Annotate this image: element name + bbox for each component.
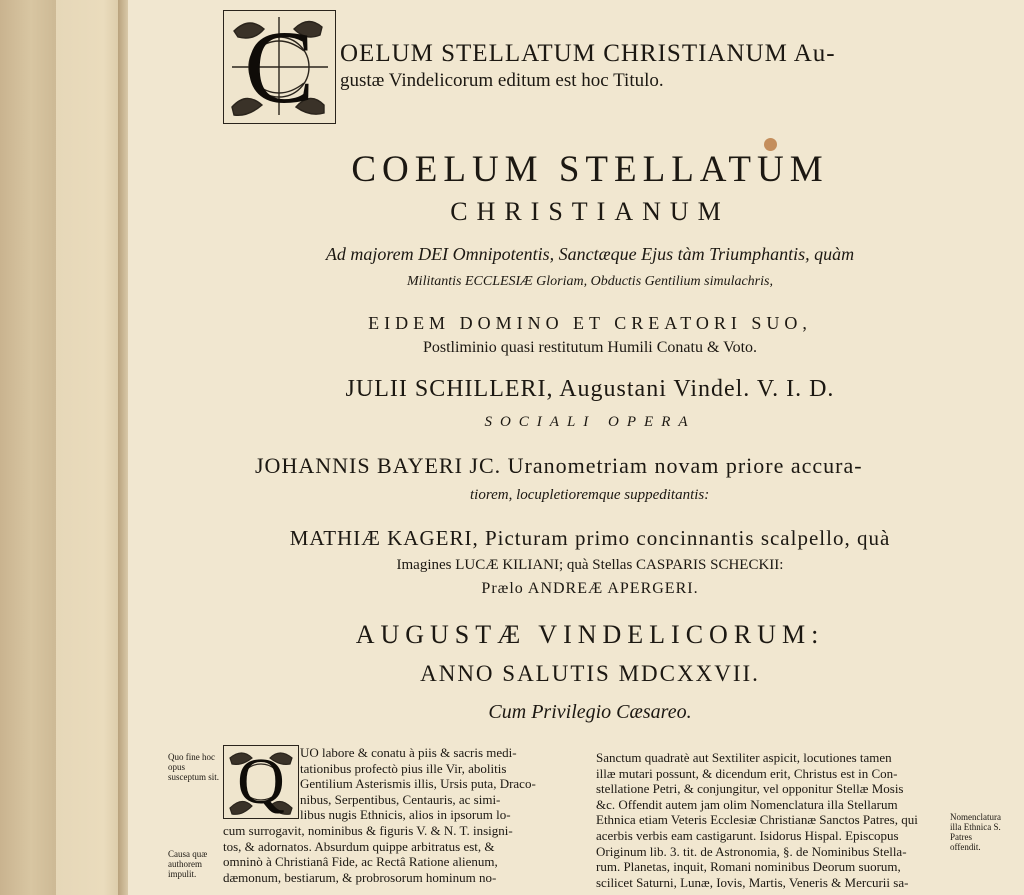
- sociali-opera: SOCIALI OPERA: [484, 414, 696, 430]
- margin-note-2: Causa quæ authorem impulit.: [168, 849, 208, 879]
- place-line: AUGUSTÆ VINDELICORUM:: [355, 620, 825, 649]
- collaborator-kager-line-1: MATHIÆ KAGERI, Picturam primo concinnantis scalpello, quà: [289, 526, 891, 550]
- margin-note-1: Quo fine hoc opus susceptum sit.: [168, 752, 219, 782]
- collaborator-bayer-line-2: tiorem, locupletioremque suppeditantis:: [470, 487, 710, 503]
- book-edge: [0, 0, 56, 895]
- margin-note-3: Nomenclatura illa Ethnica S. Patres offendit.: [950, 812, 1001, 852]
- collaborator-kager-line-2: Imagines LUCÆ KILIANI; quà Stellas CASPARIS SCHECKII:: [396, 557, 784, 573]
- collaborator-bayer-line-1: JOHANNIS BAYERI JC. Uranometriam novam priore accura-: [255, 453, 863, 478]
- page-stack-edge: [56, 0, 124, 895]
- body-column-left-bottom: [223, 823, 580, 885]
- body-line: UO labore & conatu à piis & sacris medi-: [300, 745, 517, 760]
- initial-letter-q: Q: [237, 745, 285, 818]
- title-sub: CHRISTIANUM: [450, 197, 730, 226]
- body-line: tos, & adornatos. Absurdum quippe arbitratus est, &: [223, 838, 495, 854]
- body-line: dæmonum, bestiarum, & probrosorum hominum no-: [223, 869, 497, 885]
- body-line: Sanctum quadratè aut Sextiliter aspicit, locutiones tamen: [596, 750, 892, 765]
- body-line: rum. Planetas, inquit, Romani nominibus Deorum suorum,: [596, 859, 901, 875]
- decorated-initial-c: [223, 10, 336, 124]
- dedication-line-4: Postliminio quasi restitutum Humili Conatu & Voto.: [422, 339, 758, 356]
- dedication-line-1: Ad majorem DEI Omnipotentis, Sanctæque Ejus tàm Triumphantis, quàm: [325, 244, 855, 264]
- body-line: libus nugis Ethnicis, alios in ipsorum lo-: [300, 807, 511, 823]
- body-line: omninò à Christianâ Fide, ac Rectâ Ratione alienum,: [223, 854, 498, 870]
- body-line: tationibus profectò pius ille Vir, abolitis: [300, 760, 507, 776]
- intro-line-1: OELUM STELLATUM CHRISTIANUM Au-: [340, 40, 836, 67]
- title-main: COELUM STELLATUM: [351, 149, 829, 190]
- body-column-right: [596, 750, 948, 890]
- body-line: nibus, Serpentibus, Centauris, ac simi-: [300, 791, 501, 807]
- body-line: &c. Offendit autem jam olim Nomenclatura illa Stellarum: [596, 796, 898, 812]
- body-line: acerbis verbis eam castigarunt. Isidorus Hispal. Episcopus: [596, 827, 899, 843]
- author-line: JULII SCHILLERI, Augustani Vindel. V. I. D.: [345, 376, 835, 402]
- decorated-initial-q: [223, 745, 299, 819]
- dedication-line-2: Militantis ECCLESIÆ Gloriam, Obductis Gentilium simulachris,: [407, 274, 773, 289]
- body-line: illæ mutari possunt, & dicendum erit, Christus est in Con-: [596, 765, 898, 781]
- year-line: ANNO SALUTIS MDCXXVII.: [420, 661, 760, 686]
- dedication-line-3: EIDEM DOMINO ET CREATORI SUO,: [368, 313, 812, 333]
- body-line: Originum lib. 3. tit. de Astronomia, §. de Nominibus Stella-: [596, 843, 907, 859]
- initial-letter-c: C: [244, 9, 315, 125]
- page-gutter: [118, 0, 128, 895]
- body-line: Ethnica etiam Veteris Ecclesiæ Christianæ Sanctos Patres, qui: [596, 812, 918, 828]
- body-line: Gentilium Asterismis illis, Ursis puta, Draco-: [300, 776, 536, 792]
- body-line: cum surrogavit, nominibus & figuris V. & N. T. insigni-: [223, 823, 513, 838]
- privilege-line: Cum Privilegio Cæsareo.: [488, 701, 692, 723]
- body-column-left-top: [300, 745, 580, 823]
- printer-line: Prælo ANDREÆ APERGERI.: [481, 580, 699, 597]
- body-line: scilicet Saturni, Lunæ, Iovis, Martis, Veneris & Mercurii sa-: [596, 874, 909, 890]
- intro-line-2: gustæ Vindelicorum editum est hoc Titulo.: [340, 70, 664, 91]
- body-line: stellatione Petri, & conjungitur, vel opponitur Stellæ Mosis: [596, 781, 904, 797]
